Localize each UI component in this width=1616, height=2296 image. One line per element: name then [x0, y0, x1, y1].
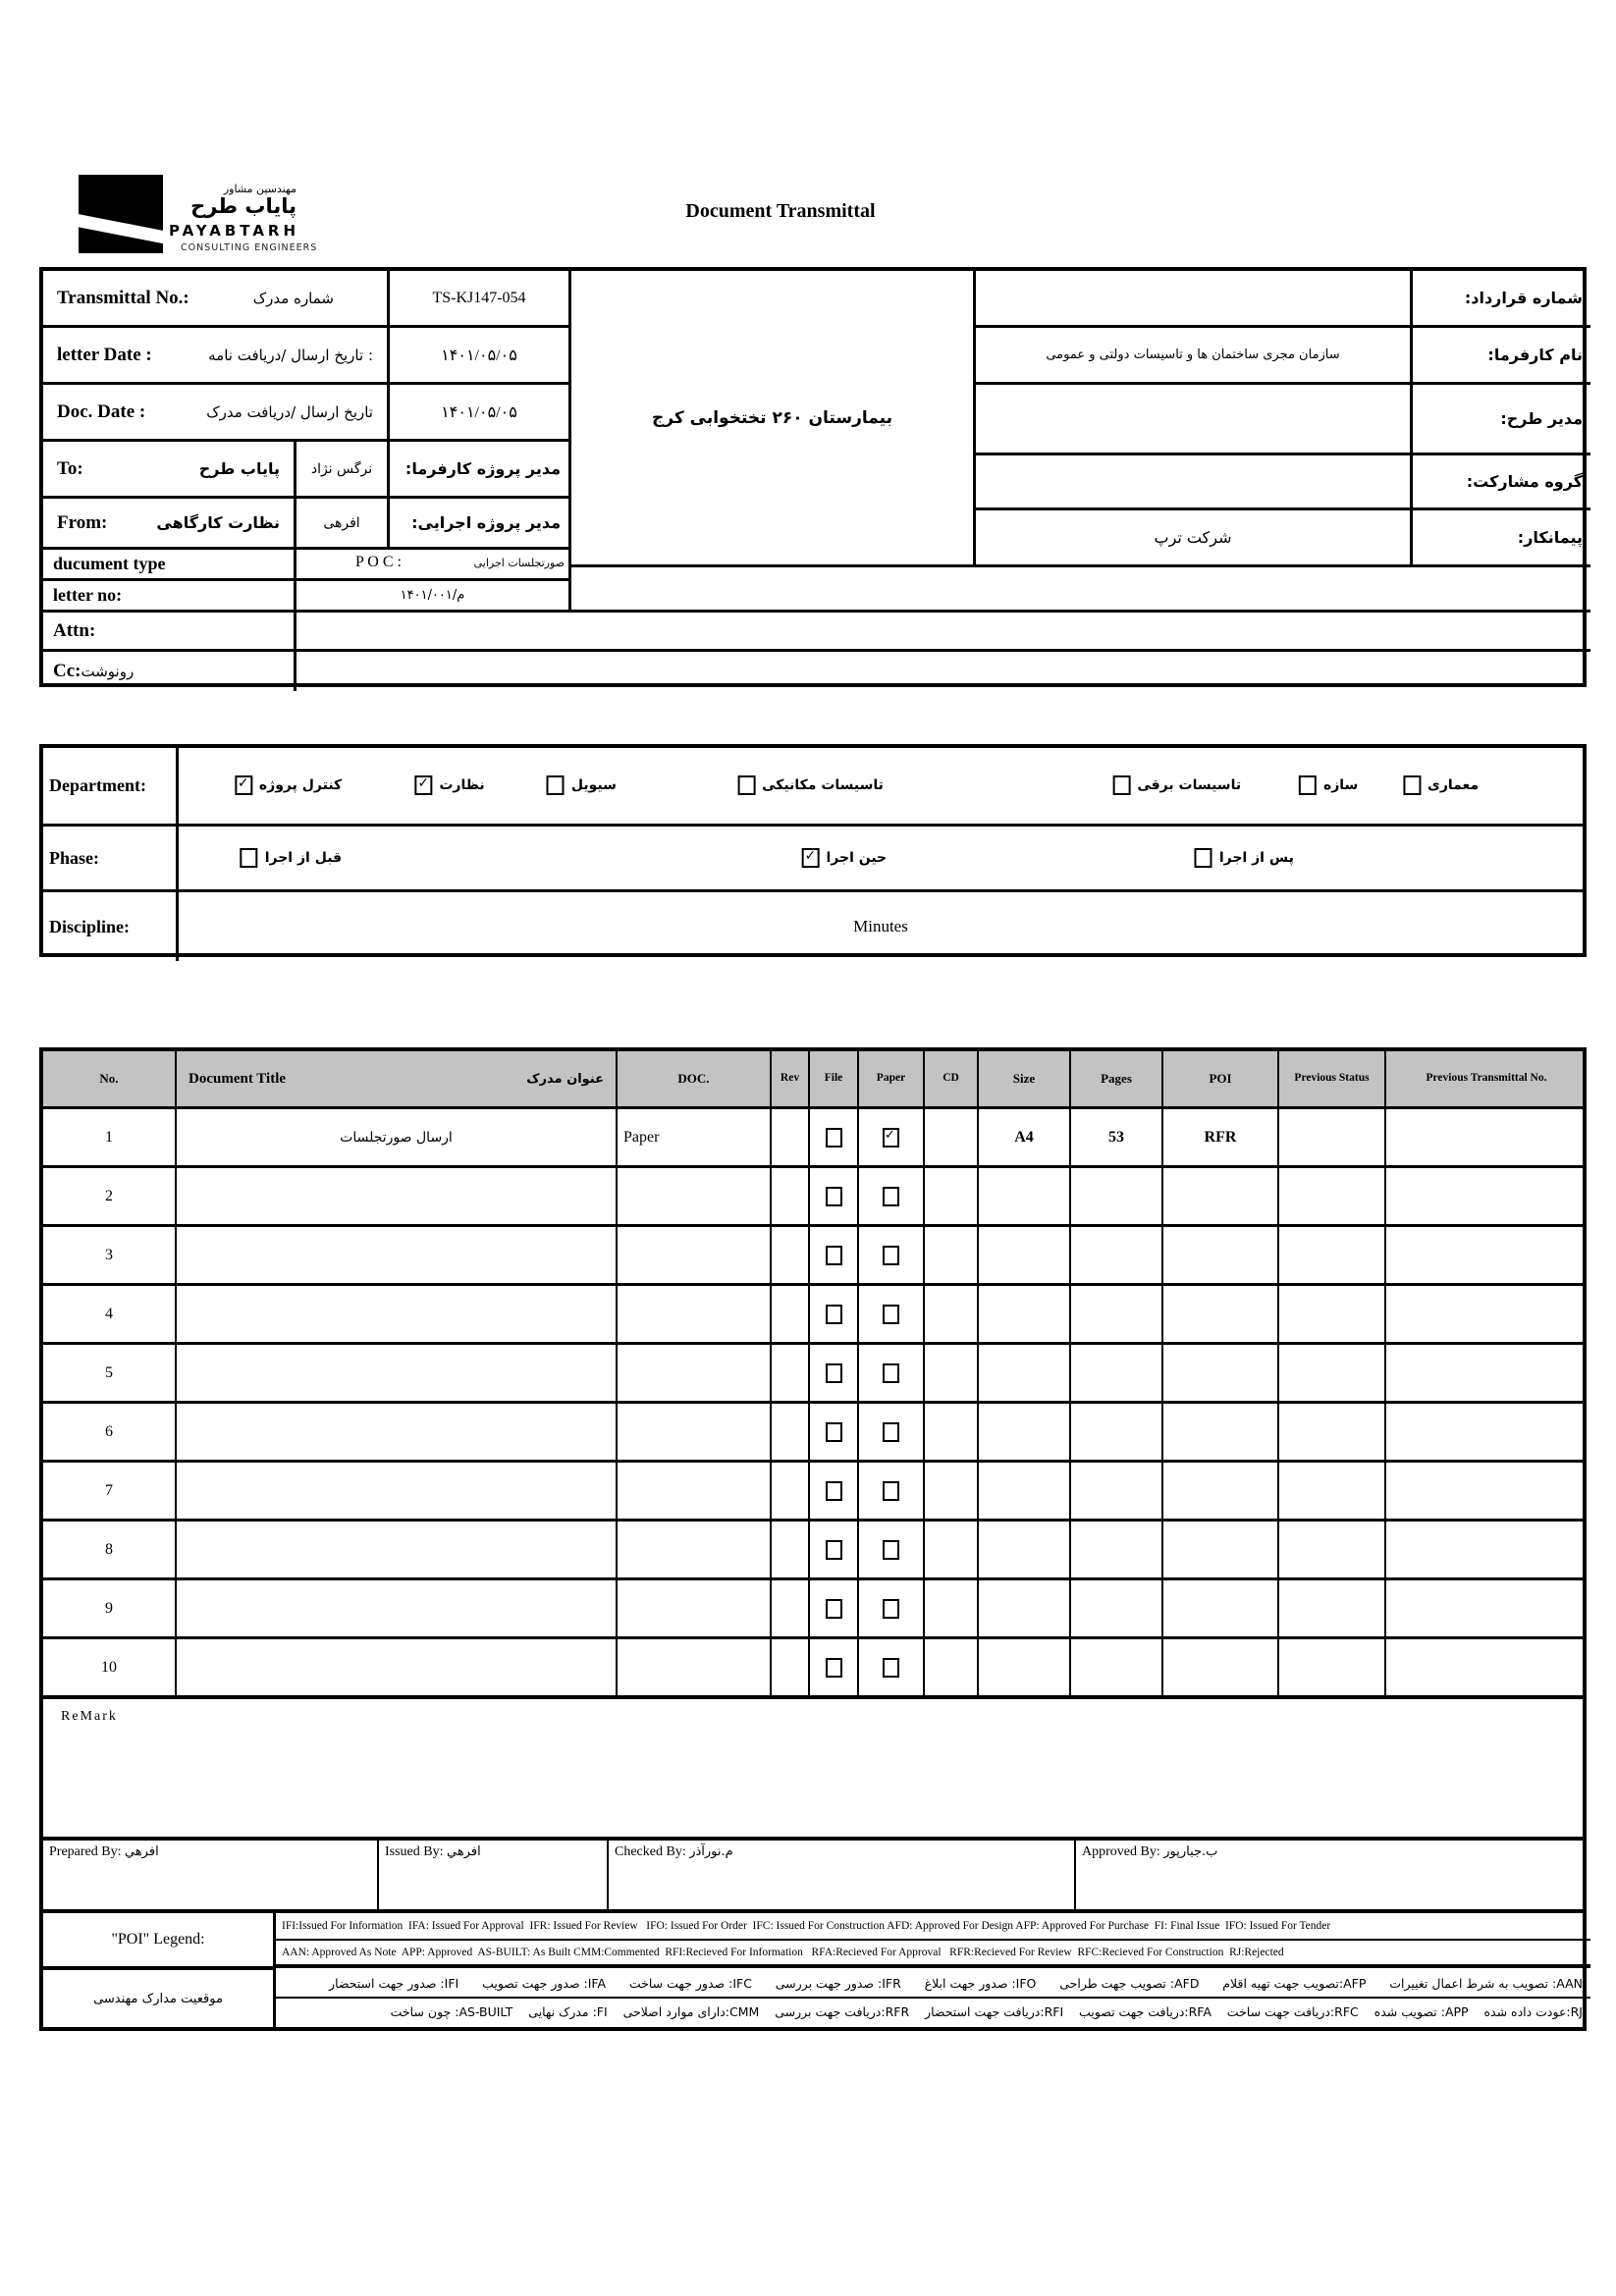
- row-pages: [1071, 1463, 1163, 1519]
- client-name-value: سازمان مجری ساختمان ها و تاسیسات دولتی و عمومی: [976, 328, 1413, 385]
- file-checkbox-icon[interactable]: [826, 1481, 842, 1501]
- row-file-cell: [810, 1463, 859, 1519]
- row-title: [177, 1404, 618, 1460]
- paper-checkbox-icon[interactable]: [883, 1658, 899, 1678]
- row-cd: [925, 1109, 979, 1165]
- row-size: A4: [979, 1109, 1071, 1165]
- row-poi: [1163, 1345, 1279, 1401]
- row-no: 6: [43, 1404, 177, 1460]
- poi-legend-en-row2: AAN: Approved As Note APP: Approved AS-BUILT: As Built CMM:Commented RFI:Recieved For Information RFA:Recieved For Approval RFR:Recieved For Review RFC:Recieved For Construction RJ:Rejected: [276, 1941, 1590, 1968]
- row-no: 4: [43, 1286, 177, 1342]
- table-row: [43, 1345, 1583, 1404]
- row-title: [177, 1522, 618, 1577]
- checked-by-name: م.نورآذر: [689, 1844, 733, 1859]
- col-paper: Paper: [859, 1051, 925, 1106]
- client-pm-value: نرگس نژاد: [296, 442, 390, 499]
- row-title: [177, 1227, 618, 1283]
- row-paper-cell: [859, 1109, 925, 1165]
- to-cell: [43, 442, 296, 499]
- row-size: [979, 1522, 1071, 1577]
- phase-hin-ejra[interactable]: ✓ حین اجرا: [801, 848, 887, 868]
- fa-legend-label: موقعیت مدارک مهندسی: [43, 1970, 276, 2027]
- row-size: [979, 1580, 1071, 1636]
- doc-type-cell: [296, 550, 571, 581]
- row-size: [979, 1345, 1071, 1401]
- table-row: [43, 1639, 1583, 1699]
- department-civil[interactable]: سیویل: [547, 775, 617, 795]
- attn-label: Attn:: [43, 613, 296, 652]
- row-prev-status: [1279, 1580, 1386, 1636]
- row-title: [177, 1345, 618, 1401]
- row-prev-transmittal: [1386, 1463, 1587, 1519]
- row-rev: [772, 1463, 810, 1519]
- row-cd: [925, 1345, 979, 1401]
- row-pages: [1071, 1639, 1163, 1695]
- issued-by-cell: [379, 1841, 609, 1909]
- paper-checkbox-icon[interactable]: [883, 1422, 899, 1442]
- fa-legend-row2: RJ:عودت داده شده APP: تصویب شده RFC:دریافت جهت ساخت RFA:دریافت جهت تصویب RFI:دریافت جهت استحضار RFR:دریافت جهت بررسی CMM:دارای موارد اصلاحی FI: مدرک نهایی AS-BUILT: چون ساخت: [390, 2004, 1583, 2019]
- company-logo-icon: [79, 175, 163, 253]
- paper-checkbox-icon[interactable]: [883, 1246, 899, 1265]
- row-size: [979, 1168, 1071, 1224]
- contract-no-value[interactable]: [976, 271, 1413, 328]
- row-doc: [618, 1639, 772, 1695]
- row-rev: [772, 1639, 810, 1695]
- poi-legend: [43, 1909, 1583, 2027]
- checkbox-ghabl-az-ejra-icon[interactable]: [241, 848, 258, 868]
- brand-fa-small: مهندسین مشاور: [223, 183, 296, 195]
- col-doc: DOC.: [618, 1051, 772, 1106]
- row-prev-status: [1279, 1109, 1386, 1165]
- row-poi: [1163, 1168, 1279, 1224]
- row-rev: [772, 1404, 810, 1460]
- transmittal-no-label-fa: شماره مدرک: [252, 289, 334, 307]
- jv-group-value[interactable]: [976, 455, 1413, 510]
- document-list-block: [39, 1047, 1587, 2031]
- classification-table: [39, 744, 1587, 957]
- row-title: ارسال صورتجلسات: [177, 1109, 618, 1165]
- table-row: [43, 1580, 1583, 1639]
- approved-by-name: ب.جبارپور: [1163, 1844, 1218, 1859]
- row-prev-transmittal: [1386, 1168, 1587, 1224]
- file-checkbox-icon[interactable]: [826, 1422, 842, 1442]
- phase-row: [179, 827, 1583, 892]
- cc-value-cell[interactable]: [296, 652, 1590, 691]
- row-pages: [1071, 1522, 1163, 1577]
- doc-date-label-cell: [43, 385, 390, 442]
- discipline-label: Discipline:: [43, 892, 179, 961]
- checkbox-hin-ejra-icon[interactable]: [801, 848, 819, 868]
- letter-date-value: ۱۴۰۱/۰۵/۰۵: [390, 328, 571, 385]
- approved-by-cell: [1076, 1841, 1590, 1909]
- remark-label: ReMark: [61, 1709, 118, 1724]
- table-row: [43, 1522, 1583, 1580]
- row-doc: [618, 1286, 772, 1342]
- row-poi: RFR: [1163, 1109, 1279, 1165]
- col-poi: POI: [1163, 1051, 1279, 1106]
- row-cd: [925, 1639, 979, 1695]
- row-pages: [1071, 1168, 1163, 1224]
- checkbox-saze-icon[interactable]: [1299, 775, 1317, 795]
- row-prev-transmittal: [1386, 1345, 1587, 1401]
- row-poi: [1163, 1286, 1279, 1342]
- poi-legend-label: "POI" Legend:: [43, 1913, 276, 1970]
- brand-en: PAYABTARH: [169, 222, 300, 240]
- row-title: [177, 1639, 618, 1695]
- exec-pm-value: افرهی: [296, 499, 390, 550]
- row-doc: [618, 1168, 772, 1224]
- checked-by-cell: [609, 1841, 1076, 1909]
- checkbox-memari-icon[interactable]: [1403, 775, 1421, 795]
- phase-ghabl-az-ejra[interactable]: قبل از اجرا: [241, 848, 342, 868]
- department-label: Department:: [43, 748, 179, 827]
- paper-checkbox-icon[interactable]: [883, 1481, 899, 1501]
- col-prev-transmittal: Previous Transmittal No.: [1426, 1072, 1547, 1085]
- client-pm-label: مدیر پروژه کارفرما:: [390, 442, 571, 499]
- row-no: 1: [43, 1109, 177, 1165]
- table-row: [43, 1109, 1583, 1168]
- brand-fa: پایاب طرح: [190, 194, 296, 218]
- table-row: [43, 1227, 1583, 1286]
- row-cd: [925, 1404, 979, 1460]
- jv-group-label: گروه مشارکت:: [1413, 455, 1590, 510]
- file-checkbox-icon[interactable]: [826, 1658, 842, 1678]
- attn-value-cell[interactable]: [296, 613, 1590, 652]
- row-pages: [1071, 1580, 1163, 1636]
- row-rev: [772, 1109, 810, 1165]
- col-title-fa: عنوان مدرک: [526, 1071, 604, 1087]
- doc-date-label-en: Doc. Date :: [57, 400, 146, 422]
- row-paper-cell: [859, 1168, 925, 1224]
- row-title: [177, 1580, 618, 1636]
- row-file-cell: [810, 1345, 859, 1401]
- design-manager-value[interactable]: [976, 385, 1413, 455]
- paper-checkbox-icon[interactable]: [883, 1305, 899, 1324]
- department-saze[interactable]: سازه: [1299, 775, 1358, 795]
- row-rev: [772, 1168, 810, 1224]
- poi-legend-en-row1: IFI:Issued For Information IFA: Issued For Approval IFR: Issued For Review IFO: Issued For Order IFC: Issued For Construction AFD: Approved For Design AFP: Approved For Purchase FI: Final Issue IFO: Issued For Tender: [276, 1913, 1590, 1941]
- row-file-cell: [810, 1404, 859, 1460]
- file-checkbox-icon[interactable]: [826, 1540, 842, 1560]
- client-name-label: نام کارفرما:: [1413, 328, 1590, 385]
- phase-label: Phase:: [43, 827, 179, 892]
- transmittal-no-label-cell: [43, 271, 390, 328]
- row-cd: [925, 1286, 979, 1342]
- row-cd: [925, 1168, 979, 1224]
- cc-label-fa: رونوشت: [81, 663, 135, 680]
- from-label: From:: [57, 511, 108, 533]
- checkbox-mekaniki-icon[interactable]: [737, 775, 755, 795]
- row-paper-cell: [859, 1463, 925, 1519]
- letter-date-label-cell: [43, 328, 390, 385]
- row-no: 9: [43, 1580, 177, 1636]
- row-file-cell: [810, 1227, 859, 1283]
- row-prev-status: [1279, 1227, 1386, 1283]
- row-pages: [1071, 1345, 1163, 1401]
- logo-swoosh-icon: [79, 212, 163, 248]
- col-prev-status: Previous Status: [1279, 1051, 1386, 1106]
- row-no: 2: [43, 1168, 177, 1224]
- paper-checkbox-icon[interactable]: [883, 1599, 899, 1619]
- row-poi: [1163, 1227, 1279, 1283]
- file-checkbox-icon[interactable]: [826, 1305, 842, 1324]
- row-prev-status: [1279, 1404, 1386, 1460]
- issued-by-name: افرهي: [447, 1844, 481, 1859]
- row-cd: [925, 1227, 979, 1283]
- row-prev-transmittal: [1386, 1286, 1587, 1342]
- row-doc: [618, 1345, 772, 1401]
- row-title: [177, 1168, 618, 1224]
- col-no: No.: [43, 1051, 177, 1106]
- paper-checkbox-icon[interactable]: [883, 1363, 899, 1383]
- col-rev: Rev: [772, 1051, 810, 1106]
- row-size: [979, 1463, 1071, 1519]
- row-pages: [1071, 1286, 1163, 1342]
- row-poi: [1163, 1522, 1279, 1577]
- col-file: File: [810, 1051, 859, 1106]
- department-row: [179, 748, 1583, 827]
- row-size: [979, 1404, 1071, 1460]
- department-nezarat[interactable]: ✓ نظارت: [414, 775, 484, 795]
- row-rev: [772, 1580, 810, 1636]
- issued-by-label: Issued By:: [385, 1844, 444, 1859]
- from-cell: [43, 499, 296, 550]
- table-row: [43, 1168, 1583, 1227]
- from-value: نظارت کارگاهی: [156, 513, 280, 532]
- table-row: [43, 1463, 1583, 1522]
- letter-no-value: ۱۴۰۱/م/۰۰۱: [296, 581, 571, 613]
- row-cd: [925, 1522, 979, 1577]
- table-row: [43, 1404, 1583, 1463]
- letter-no-label: letter no:: [43, 581, 296, 613]
- row-doc: [618, 1404, 772, 1460]
- row-doc: [618, 1522, 772, 1577]
- row-cd: [925, 1463, 979, 1519]
- row-rev: [772, 1522, 810, 1577]
- checkbox-barghi-icon[interactable]: [1112, 775, 1130, 795]
- project-name: بیمارستان ۲۶۰ تختخوابی کرج: [571, 271, 976, 567]
- row-prev-transmittal: [1386, 1227, 1587, 1283]
- row-pages: [1071, 1404, 1163, 1460]
- logo-text-block: [169, 183, 385, 253]
- col-pages: Pages: [1071, 1051, 1163, 1106]
- row-size: [979, 1639, 1071, 1695]
- transmittal-no-value: TS-KJ147-054: [390, 271, 571, 328]
- checkbox-control-icon[interactable]: [235, 775, 252, 795]
- row-doc: [618, 1463, 772, 1519]
- row-no: 8: [43, 1522, 177, 1577]
- file-checkbox-icon[interactable]: [826, 1599, 842, 1619]
- header-table: [39, 267, 1587, 687]
- file-checkbox-icon[interactable]: [826, 1128, 842, 1148]
- row-pages: [1071, 1227, 1163, 1283]
- paper-checkbox-icon[interactable]: [883, 1128, 899, 1148]
- prepared-by-name: افرهي: [124, 1844, 159, 1859]
- doc-date-label-fa: تاریخ ارسال /دریافت مدرک: [206, 402, 373, 421]
- row-prev-transmittal: [1386, 1522, 1587, 1577]
- cc-label-en: Cc:: [53, 661, 81, 681]
- prepared-by-label: Prepared By:: [49, 1844, 122, 1859]
- row-file-cell: [810, 1286, 859, 1342]
- row-file-cell: [810, 1580, 859, 1636]
- prepared-by-cell: [43, 1841, 379, 1909]
- contract-no-label: شماره قرارداد:: [1413, 271, 1590, 328]
- row-paper-cell: [859, 1580, 925, 1636]
- department-memari[interactable]: معماری: [1403, 775, 1479, 795]
- row-file-cell: [810, 1639, 859, 1695]
- doc-table-header: [43, 1051, 1583, 1109]
- doc-type-fa: صورتجلسات اجرایی: [473, 557, 565, 569]
- row-poi: [1163, 1404, 1279, 1460]
- checkbox-civil-icon[interactable]: [547, 775, 565, 795]
- cc-label-cell: [43, 652, 296, 691]
- header-empty-band: [571, 567, 1590, 613]
- row-paper-cell: [859, 1286, 925, 1342]
- row-paper-cell: [859, 1227, 925, 1283]
- row-doc: [618, 1580, 772, 1636]
- row-prev-transmittal: [1386, 1404, 1587, 1460]
- brand-subtitle: CONSULTING ENGINEERS: [181, 242, 318, 254]
- row-prev-status: [1279, 1286, 1386, 1342]
- row-poi: [1163, 1580, 1279, 1636]
- doc-date-value: ۱۴۰۱/۰۵/۰۵: [390, 385, 571, 442]
- row-title: [177, 1286, 618, 1342]
- checkbox-pas-az-ejra-icon[interactable]: [1195, 848, 1212, 868]
- checked-by-label: Checked By:: [615, 1844, 686, 1859]
- row-paper-cell: [859, 1522, 925, 1577]
- row-no: 7: [43, 1463, 177, 1519]
- row-paper-cell: [859, 1404, 925, 1460]
- contractor-value: شرکت ترپ: [976, 510, 1413, 567]
- col-cd: CD: [925, 1051, 979, 1106]
- file-checkbox-icon[interactable]: [826, 1363, 842, 1383]
- row-size: [979, 1227, 1071, 1283]
- row-prev-transmittal: [1386, 1109, 1587, 1165]
- col-title: [177, 1051, 618, 1106]
- row-size: [979, 1286, 1071, 1342]
- paper-checkbox-icon[interactable]: [883, 1540, 899, 1560]
- transmittal-no-label-en: Transmittal No.:: [57, 287, 189, 308]
- design-manager-label: مدیر طرح:: [1413, 385, 1590, 455]
- department-control-prozhe[interactable]: ✓ کنترل پروژه: [235, 775, 342, 795]
- row-paper-cell: [859, 1639, 925, 1695]
- row-doc: Paper: [618, 1109, 772, 1165]
- fa-legend-row1: AAN: تصویب به شرط اعمال تغییرات AFP:تصویب جهت تهیه اقلام AFD: تصویب جهت طراحی IFO: صدور جهت ابلاغ IFR: صدور جهت بررسی IFC: صدور جهت ساخت IFA: صدور جهت تصویب IFI: صدور جهت استحضار: [276, 1970, 1590, 1999]
- row-rev: [772, 1227, 810, 1283]
- checkbox-nezarat-icon[interactable]: [414, 775, 432, 795]
- to-label: To:: [57, 457, 83, 479]
- row-cd: [925, 1580, 979, 1636]
- row-prev-status: [1279, 1522, 1386, 1577]
- row-prev-status: [1279, 1639, 1386, 1695]
- row-no: 5: [43, 1345, 177, 1401]
- row-file-cell: [810, 1109, 859, 1165]
- row-prev-status: [1279, 1168, 1386, 1224]
- row-poi: [1163, 1639, 1279, 1695]
- letter-date-label-fa: تاریخ ارسال /دریافت نامه :: [208, 346, 373, 364]
- doc-type-label: ducument type: [43, 550, 296, 581]
- row-no: 3: [43, 1227, 177, 1283]
- row-file-cell: [810, 1168, 859, 1224]
- row-prev-status: [1279, 1463, 1386, 1519]
- row-no: 10: [43, 1639, 177, 1695]
- col-size: Size: [979, 1051, 1071, 1106]
- row-poi: [1163, 1463, 1279, 1519]
- file-checkbox-icon[interactable]: [826, 1246, 842, 1265]
- department-barghi[interactable]: تاسیسات برقی: [1112, 775, 1241, 795]
- row-paper-cell: [859, 1345, 925, 1401]
- row-prev-transmittal: [1386, 1639, 1587, 1695]
- row-rev: [772, 1286, 810, 1342]
- to-value: پایاب طرح: [198, 459, 280, 478]
- remark-section[interactable]: [43, 1699, 1583, 1837]
- exec-pm-label: مدیر پروژه اجرایی:: [390, 499, 571, 550]
- contractor-label: پیمانکار:: [1413, 510, 1590, 567]
- paper-checkbox-icon[interactable]: [883, 1187, 899, 1206]
- phase-pas-az-ejra[interactable]: پس از اجرا: [1195, 848, 1294, 868]
- approved-by-label: Approved By:: [1082, 1844, 1160, 1859]
- signature-row: [43, 1837, 1583, 1909]
- row-prev-status: [1279, 1345, 1386, 1401]
- row-file-cell: [810, 1522, 859, 1577]
- doc-type-value: P O C :: [355, 554, 402, 570]
- discipline-value: Minutes: [853, 917, 908, 935]
- row-title: [177, 1463, 618, 1519]
- page-title: Document Transmittal: [685, 200, 876, 222]
- letter-date-label-en: letter Date :: [57, 344, 152, 365]
- row-prev-transmittal: [1386, 1580, 1587, 1636]
- file-checkbox-icon[interactable]: [826, 1187, 842, 1206]
- row-doc: [618, 1227, 772, 1283]
- row-rev: [772, 1345, 810, 1401]
- table-row: [43, 1286, 1583, 1345]
- department-mekaniki[interactable]: تاسیسات مکانیکی: [737, 775, 884, 795]
- col-title-en: Document Title: [189, 1070, 287, 1087]
- row-pages: 53: [1071, 1109, 1163, 1165]
